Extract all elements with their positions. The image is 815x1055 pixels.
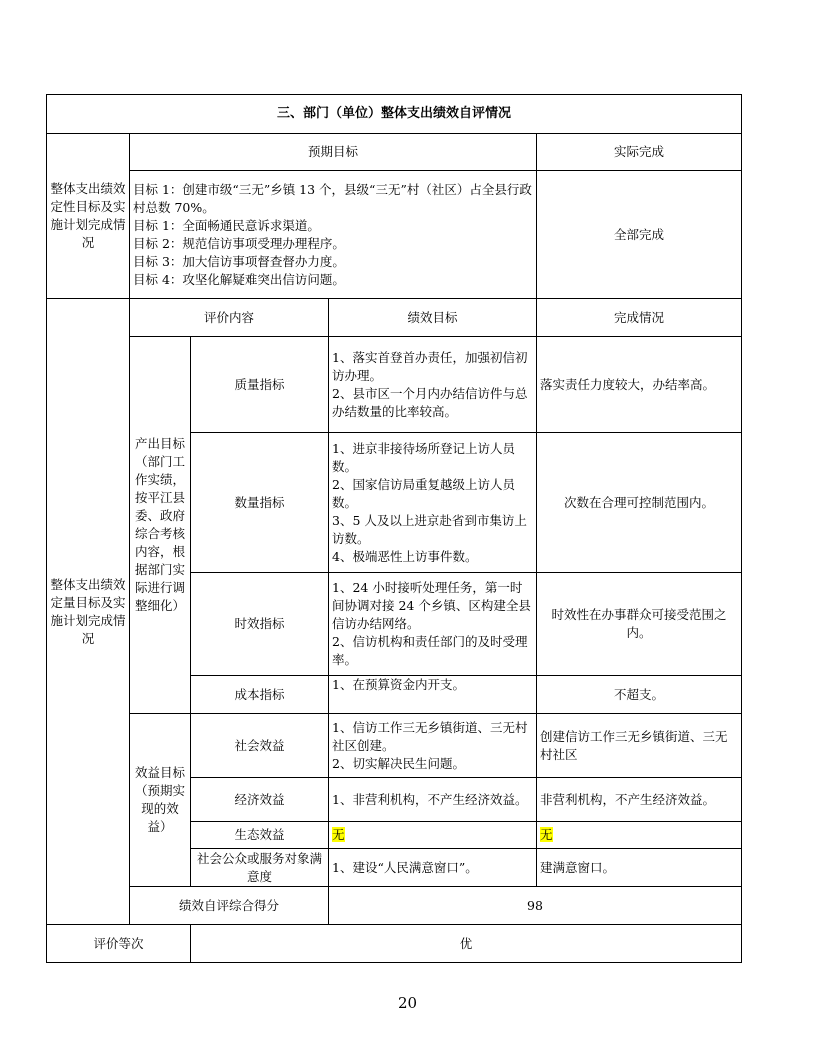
social-benefit-target: 1、信访工作三无乡镇街道、三无村社区创建。 2、切实解决民生问题。 xyxy=(329,714,537,778)
satisfaction-name: 社会公众或服务对象满意度 xyxy=(191,849,329,887)
timeliness-indicator-name: 时效指标 xyxy=(191,573,329,676)
cost-status: 不超支。 xyxy=(537,676,742,714)
benefit-goals-group: 效益目标（预期实现的效益） xyxy=(130,714,191,887)
cost-indicator-name: 成本指标 xyxy=(191,676,329,714)
ecological-benefit-target-cell xyxy=(329,822,537,849)
page-number: 20 xyxy=(397,994,418,1012)
goal-line: 目标 1：全面畅通民意诉求渠道。 xyxy=(133,217,320,233)
quantity-indicator-name: 数量指标 xyxy=(191,433,329,573)
indicators-row-label: 整体支出绩效定量目标及实施计划完成情况 xyxy=(47,299,130,925)
economic-benefit-target: 1、非营利机构，不产生经济效益。 xyxy=(329,778,537,822)
section-title: 三、部门（单位）整体支出绩效自评情况 xyxy=(47,95,742,134)
evaluation-content-header: 评价内容 xyxy=(130,299,329,337)
expected-goals-text xyxy=(130,171,537,299)
ecological-benefit-name: 生态效益 xyxy=(191,822,329,849)
satisfaction-status: 建满意窗口。 xyxy=(537,849,742,887)
economic-benefit-name: 经济效益 xyxy=(191,778,329,822)
grade-label: 评价等次 xyxy=(47,925,191,963)
score-value: 98 xyxy=(329,887,742,925)
goal-line: 目标 1：创建市级“三无”乡镇 13 个，县级“三无”村（社区）占全县行政村总数 70%。 xyxy=(133,181,532,215)
completion-status-header: 完成情况 xyxy=(537,299,742,337)
ecological-benefit-status: 无 xyxy=(540,827,553,842)
cost-target: 1、在预算资金内开支。 xyxy=(329,676,537,714)
goal-line: 目标 2：规范信访事项受理办理程序。 xyxy=(133,235,345,251)
quantity-target: 1、进京非接待场所登记上访人员数。 2、国家信访局重复越级上访人员数。 3、5 人及以上进京赴省到市集访上访数。 4、极端恶性上访事件数。 xyxy=(329,433,537,573)
goals-row-label: 整体支出绩效定性目标及实施计划完成情况 xyxy=(47,134,130,299)
grade-value: 优 xyxy=(191,925,742,963)
score-label: 绩效自评综合得分 xyxy=(130,887,329,925)
timeliness-target: 1、24 小时接听处理任务，第一时间协调对接 24 个乡镇、区构建全县信访办结网络。 2、信访机构和责任部门的及时受理率。 xyxy=(329,573,537,676)
expected-goals-header: 预期目标 xyxy=(130,134,537,171)
timeliness-status: 时效性在办事群众可接受范围之内。 xyxy=(537,573,742,676)
social-benefit-name: 社会效益 xyxy=(191,714,329,778)
quantity-status: 次数在合理可控制范围内。 xyxy=(537,433,742,573)
output-goals-group: 产出目标（部门工作实绩，按平江县委、政府综合考核内容，根据部门实际进行调整细化） xyxy=(130,337,191,714)
ecological-benefit-target: 无 xyxy=(332,827,345,842)
goal-line: 目标 3：加大信访事项督查督办力度。 xyxy=(133,253,345,269)
satisfaction-target: 1、建设“人民满意窗口”。 xyxy=(329,849,537,887)
quality-status: 落实责任力度较大，办结率高。 xyxy=(537,337,742,433)
actual-completion-text: 全部完成 xyxy=(537,171,742,299)
economic-benefit-status: 非营利机构，不产生经济效益。 xyxy=(537,778,742,822)
ecological-benefit-status-cell xyxy=(537,822,742,849)
goal-line: 目标 4：攻坚化解疑难突出信访问题。 xyxy=(133,271,345,287)
performance-table xyxy=(46,94,742,963)
quality-indicator-name: 质量指标 xyxy=(191,337,329,433)
quality-target: 1、落实首登首办责任，加强初信初访办理。 2、县市区一个月内办结信访件与总办结数量的比率较高。 xyxy=(329,337,537,433)
performance-target-header: 绩效目标 xyxy=(329,299,537,337)
actual-completion-header: 实际完成 xyxy=(537,134,742,171)
social-benefit-status: 创建信访工作三无乡镇街道、三无村社区 xyxy=(537,714,742,778)
